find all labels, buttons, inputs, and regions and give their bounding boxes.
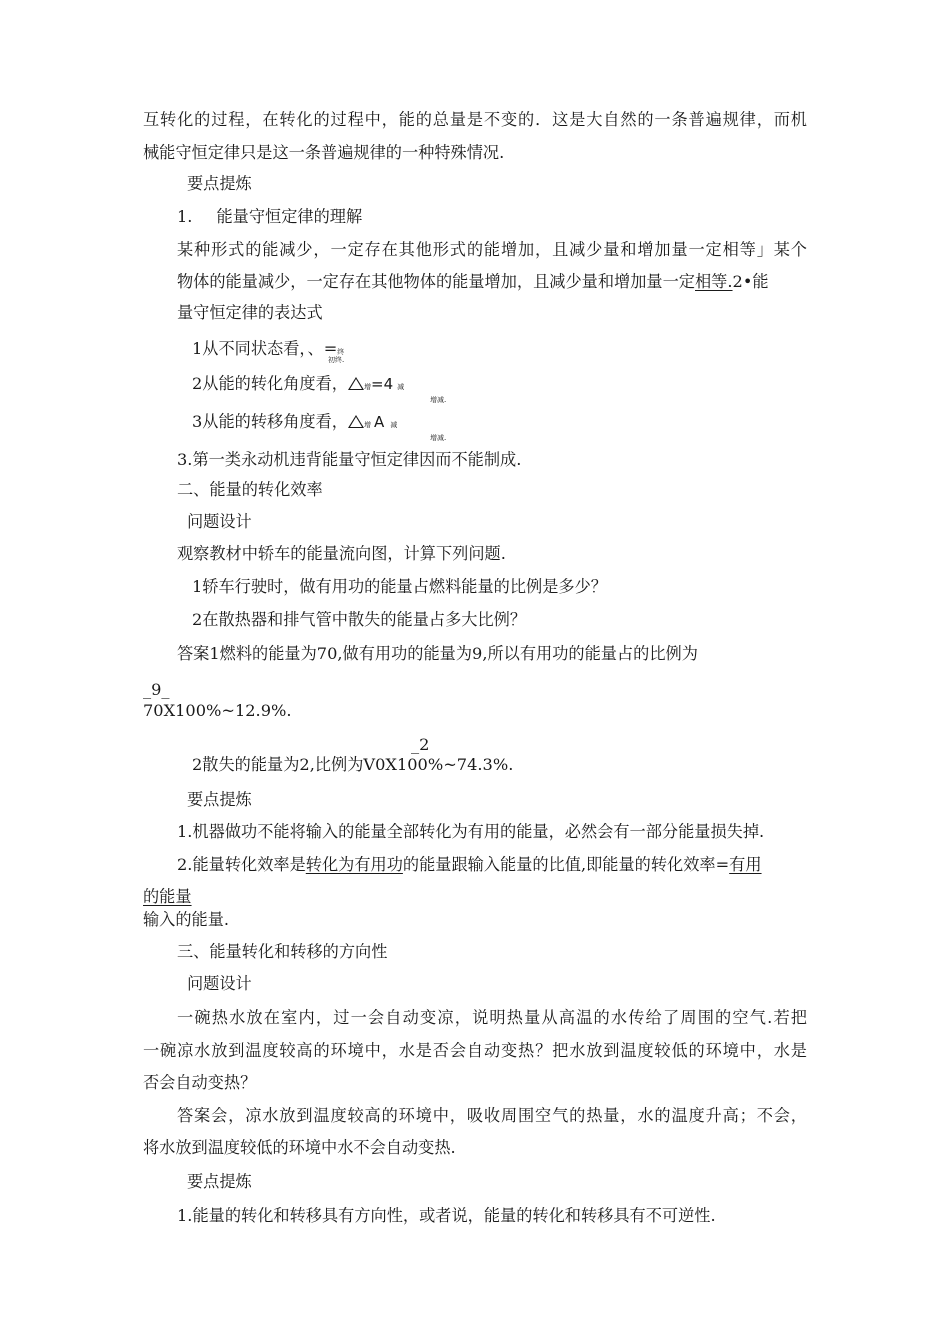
text-line: 3.第一类永动机违背能量守恒定律因而不能制成.: [177, 450, 522, 469]
list-number: 1.: [177, 207, 193, 226]
formula-subscript: 增减.: [430, 434, 447, 442]
list-item: [177, 209, 362, 225]
text-line: 某种形式的能减少，一定存在其他形式的能增加，且减少量和增加量一定相等」某个: [177, 240, 807, 259]
formula-subscript: 初终.: [328, 356, 345, 364]
text-line: 1.机器做功不能将输入的能量全部转化为有用的能量，必然会有一部分能量损失掉.: [177, 822, 765, 841]
section-heading: 三、能量转化和转移的方向性: [177, 942, 388, 961]
formula-line: [192, 376, 404, 392]
fraction-numerator: _9_: [143, 680, 170, 699]
delta-icon: [348, 415, 364, 428]
formula-value: =4: [371, 375, 394, 393]
text-run: 2•能: [732, 272, 769, 291]
formula-subscript: 增: [364, 383, 371, 391]
formula-subscript: 减: [397, 383, 405, 391]
text-line: 观察教材中轿车的能量流向图，计算下列问题.: [177, 544, 506, 563]
text-line: 量守恒定律的表达式: [177, 303, 323, 322]
underlined-answer: 的能量: [143, 887, 192, 906]
text-line: 一碗凉水放到温度较高的环境中，水是否会自动变热？把水放到温度较低的环境中，水是: [143, 1041, 807, 1060]
formula-value: A: [374, 413, 385, 431]
key-points-heading: 要点提炼: [187, 790, 252, 809]
formula-line: [192, 341, 344, 357]
underlined-answer: 有用: [729, 855, 762, 874]
text-line: [177, 857, 762, 873]
answer-line: 答案1燃料的能量为70,做有用功的能量为9,所以有用功的能量占的比例为: [177, 644, 698, 663]
formula-line: [192, 414, 397, 430]
question-item: 1轿车行驶时，做有用功的能量占燃料能量的比例是多少？: [192, 577, 607, 596]
question-heading: 问题设计: [187, 974, 252, 993]
answer-line: 2散失的能量为2,比例为V0X100%~74.3%.: [192, 755, 514, 774]
text-line: [177, 274, 769, 290]
text-line: 一碗热水放在室内，过一会自动变凉，说明热量从高温的水传给了周围的空气.若把: [177, 1008, 807, 1027]
key-points-heading: 要点提炼: [187, 1172, 252, 1191]
answer-line: 将水放到温度较低的环境中水不会自动变热.: [143, 1138, 456, 1157]
list-item-title: 能量守恒定律的理解: [216, 207, 363, 226]
formula-subscript: 终: [337, 348, 345, 356]
formula-label: 1从不同状态看，: [192, 339, 308, 358]
text-run: 的能量跟输入能量的比值,即能量的转化效率=: [402, 855, 730, 874]
text-line: 否会自动变热？: [143, 1073, 257, 1092]
formula-subscript: 减: [390, 421, 398, 429]
fraction-numerator: _2: [411, 735, 430, 754]
question-item: 2在散热器和排气管中散失的能量占多大比例？: [192, 610, 527, 629]
text-line: 输入的能量.: [143, 910, 230, 929]
section-heading: 二、能量的转化效率: [177, 480, 323, 499]
formula-symbol: 、=: [307, 339, 338, 358]
answer-line: 答案会，凉水放到温度较高的环境中，吸收周围空气的热量，水的温度升高；不会，: [177, 1106, 807, 1125]
key-points-heading: 要点提炼: [187, 174, 252, 193]
formula-subscript: 增减.: [430, 396, 447, 404]
underlined-answer: 转化为有用功: [305, 855, 403, 874]
text-line: 1.能量的转化和转移具有方向性，或者说，能量的转化和转移具有不可逆性.: [177, 1206, 716, 1225]
text-line: 互转化的过程，在转化的过程中，能的总量是不变的．这是大自然的一条普遍规律，而机: [143, 110, 807, 129]
delta-icon: [348, 377, 364, 390]
text-run: 2.能量转化效率是: [177, 855, 306, 874]
underlined-answer: 相等.: [695, 272, 733, 291]
fraction-line: 70X100%~12.9%.: [143, 701, 292, 720]
formula-label: 3从能的转移角度看，: [192, 412, 348, 431]
formula-label: 2从能的转化角度看，: [192, 374, 348, 393]
formula-subscript: 增: [364, 421, 371, 429]
question-heading: 问题设计: [187, 512, 252, 531]
text-run: 物体的能量减少，一定存在其他物体的能量增加，且减少量和增加量一定: [177, 272, 695, 291]
text-line: 械能守恒定律只是这一条普遍规律的一种特殊情况.: [143, 143, 505, 162]
